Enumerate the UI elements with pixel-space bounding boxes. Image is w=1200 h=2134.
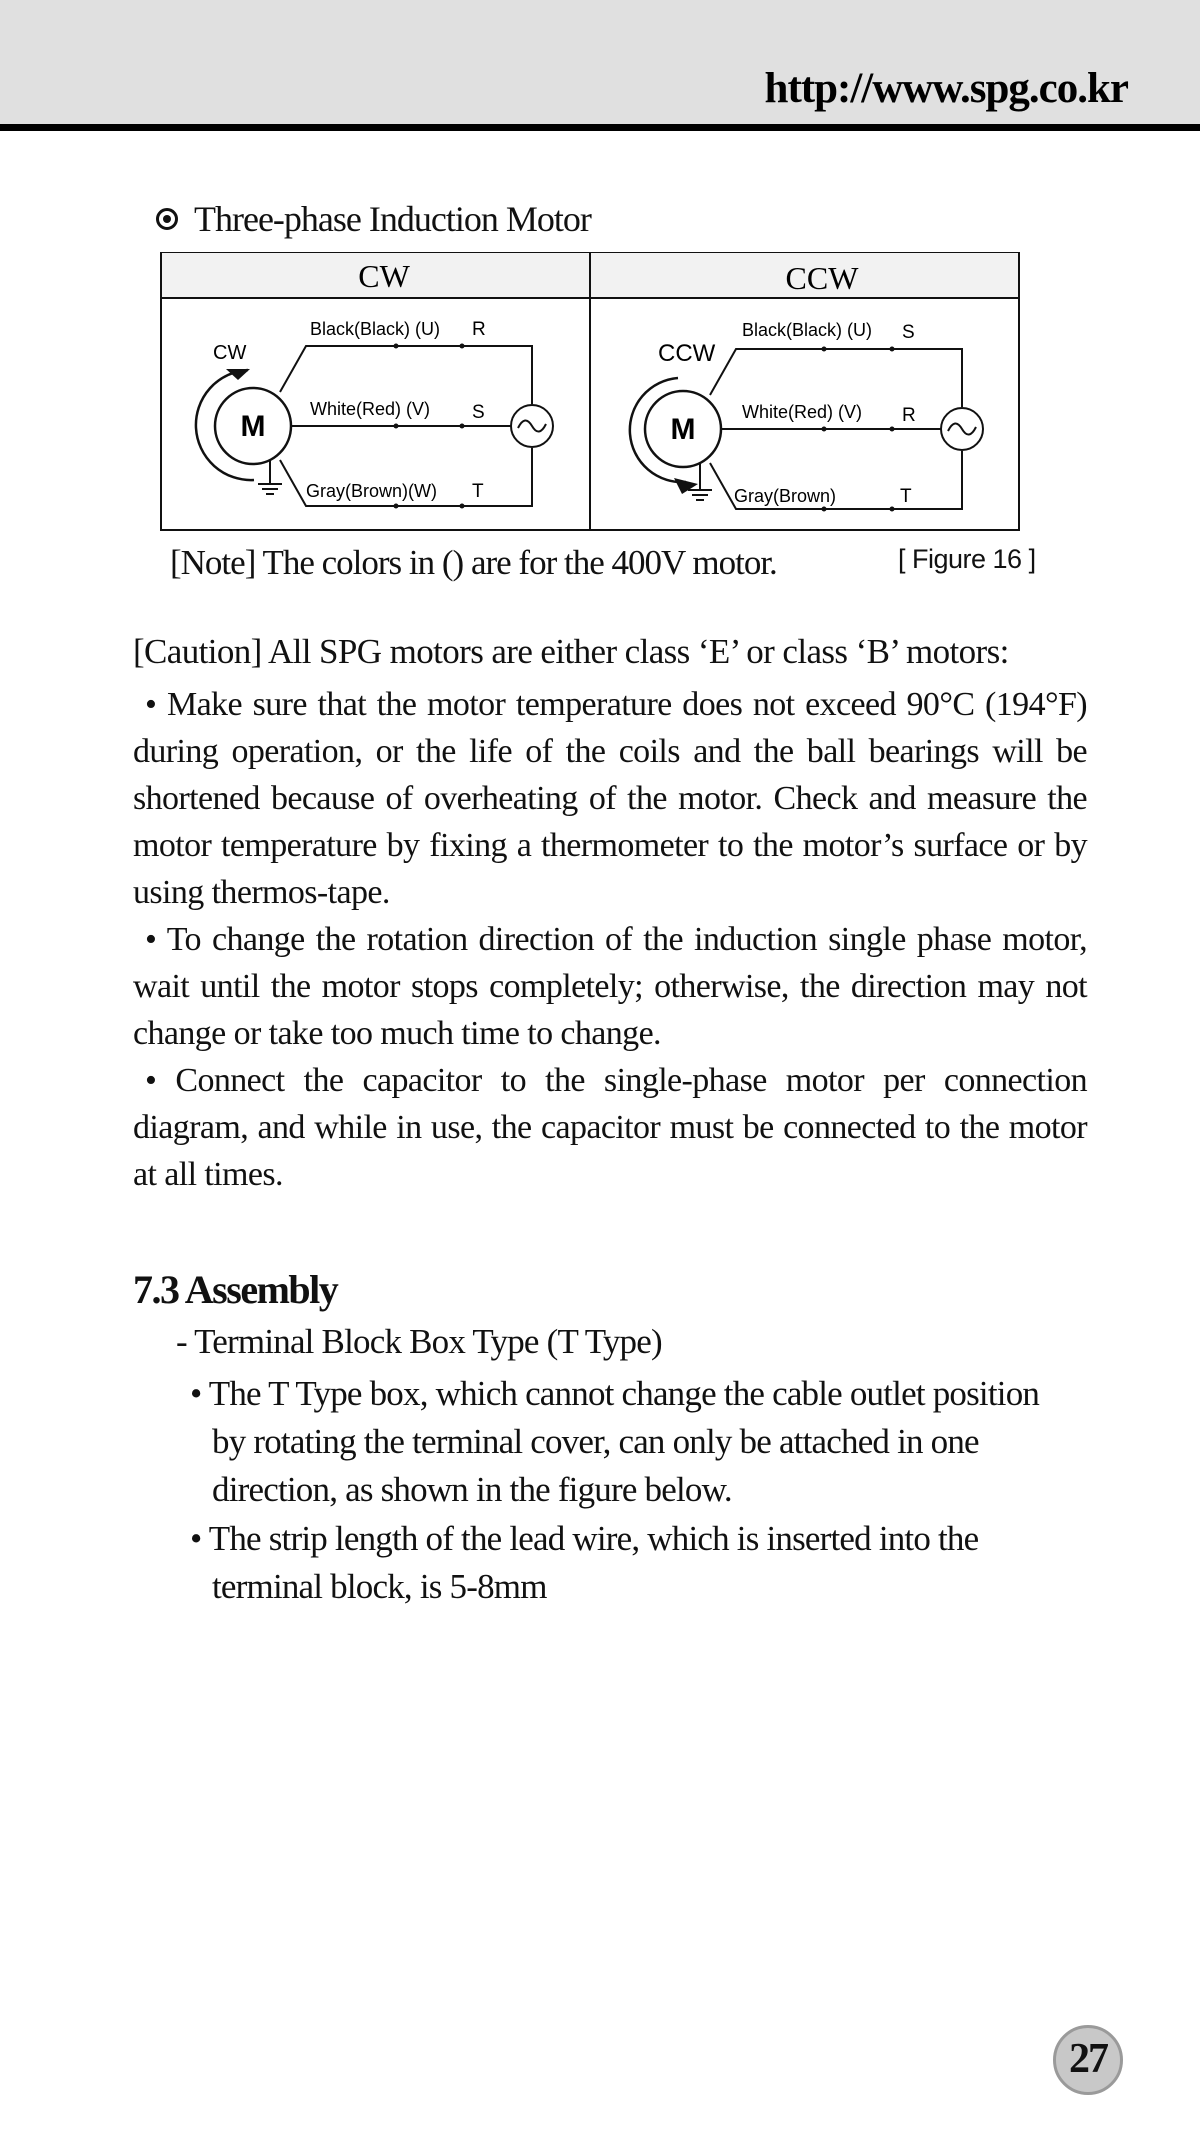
- ccw-wire1-label: Black(Black) (U): [742, 320, 873, 340]
- col-header-cw: CW: [358, 258, 410, 294]
- page-number-badge: [1053, 2025, 1123, 2095]
- ccw-wire3-terminal: T: [900, 486, 912, 507]
- ccw-wire2-terminal: R: [902, 405, 916, 426]
- cw-rotation-label: CW: [213, 342, 247, 364]
- assembly-title: 7.3 Assembly: [133, 1267, 338, 1312]
- assembly-bullet-2: • The strip length of the lead wire, which is inserted into the terminal block, is 5-8mm: [190, 1519, 979, 1606]
- cw-wire1-terminal: R: [472, 319, 486, 340]
- wiring-diagram-svg: [160, 252, 1020, 532]
- section-title: Three-phase Induction Motor: [194, 199, 591, 239]
- cw-wire2-terminal: S: [472, 402, 485, 423]
- wiring-figure: [160, 252, 1020, 532]
- assembly-subtitle: - Terminal Block Box Type (T Type): [176, 1322, 662, 1361]
- ccw-rotation-label: CCW: [658, 340, 716, 367]
- cw-wire2-label: White(Red) (V): [310, 399, 431, 419]
- ccw-wire1-terminal: S: [902, 322, 915, 343]
- figure-label: [ Figure 16 ]: [898, 544, 1036, 574]
- ccw-wire2-label: White(Red) (V): [742, 402, 863, 422]
- assembly-bullet-1: • The T Type box, which cannot change the cable outlet position by rotating the terminal cover, can only be attached in one direction, as shown in the figure below.: [190, 1374, 1040, 1509]
- caution-bullet-3: • Connect the capacitor to the single-phase motor per connection diagram, and while in use, the capacitor must be connected to the motor at all times.: [133, 1062, 1087, 1193]
- ccw-motor-label: M: [670, 413, 696, 446]
- page-number: 27: [1069, 2036, 1107, 2082]
- cw-motor-label: M: [240, 410, 266, 443]
- target-bullet-icon: [156, 208, 178, 230]
- header-url[interactable]: http://www.spg.co.kr: [764, 65, 1128, 112]
- figure-note: [Note] The colors in () are for the 400V motor.: [170, 543, 777, 582]
- cw-wire3-label: Gray(Brown)(W): [306, 481, 437, 501]
- col-header-ccw: CCW: [785, 260, 859, 296]
- caution-bullet-1: • Make sure that the motor temperature does not exceed 90°C (194°F) during operation, or the life of the coils and the ball bearings will be shortened because of overheating of the motor. Check and measure the motor temperature by fixing a thermometer to the motor’s surface or by using thermos-tape.: [133, 686, 1087, 911]
- ccw-wire3-label: Gray(Brown): [734, 486, 837, 506]
- caution-title: [Caution] All SPG motors are either class ‘E’ or class ‘B’ motors:: [133, 632, 1009, 671]
- caution-bullet-2: • To change the rotation direction of the induction single phase motor, wait until the motor stops completely; otherwise, the direction may not change or take too much time to change.: [133, 921, 1087, 1052]
- cw-wire1-label: Black(Black) (U): [310, 319, 441, 339]
- section-heading: [156, 198, 591, 240]
- cw-wire3-terminal: T: [472, 481, 484, 502]
- header-bar: [0, 0, 1200, 131]
